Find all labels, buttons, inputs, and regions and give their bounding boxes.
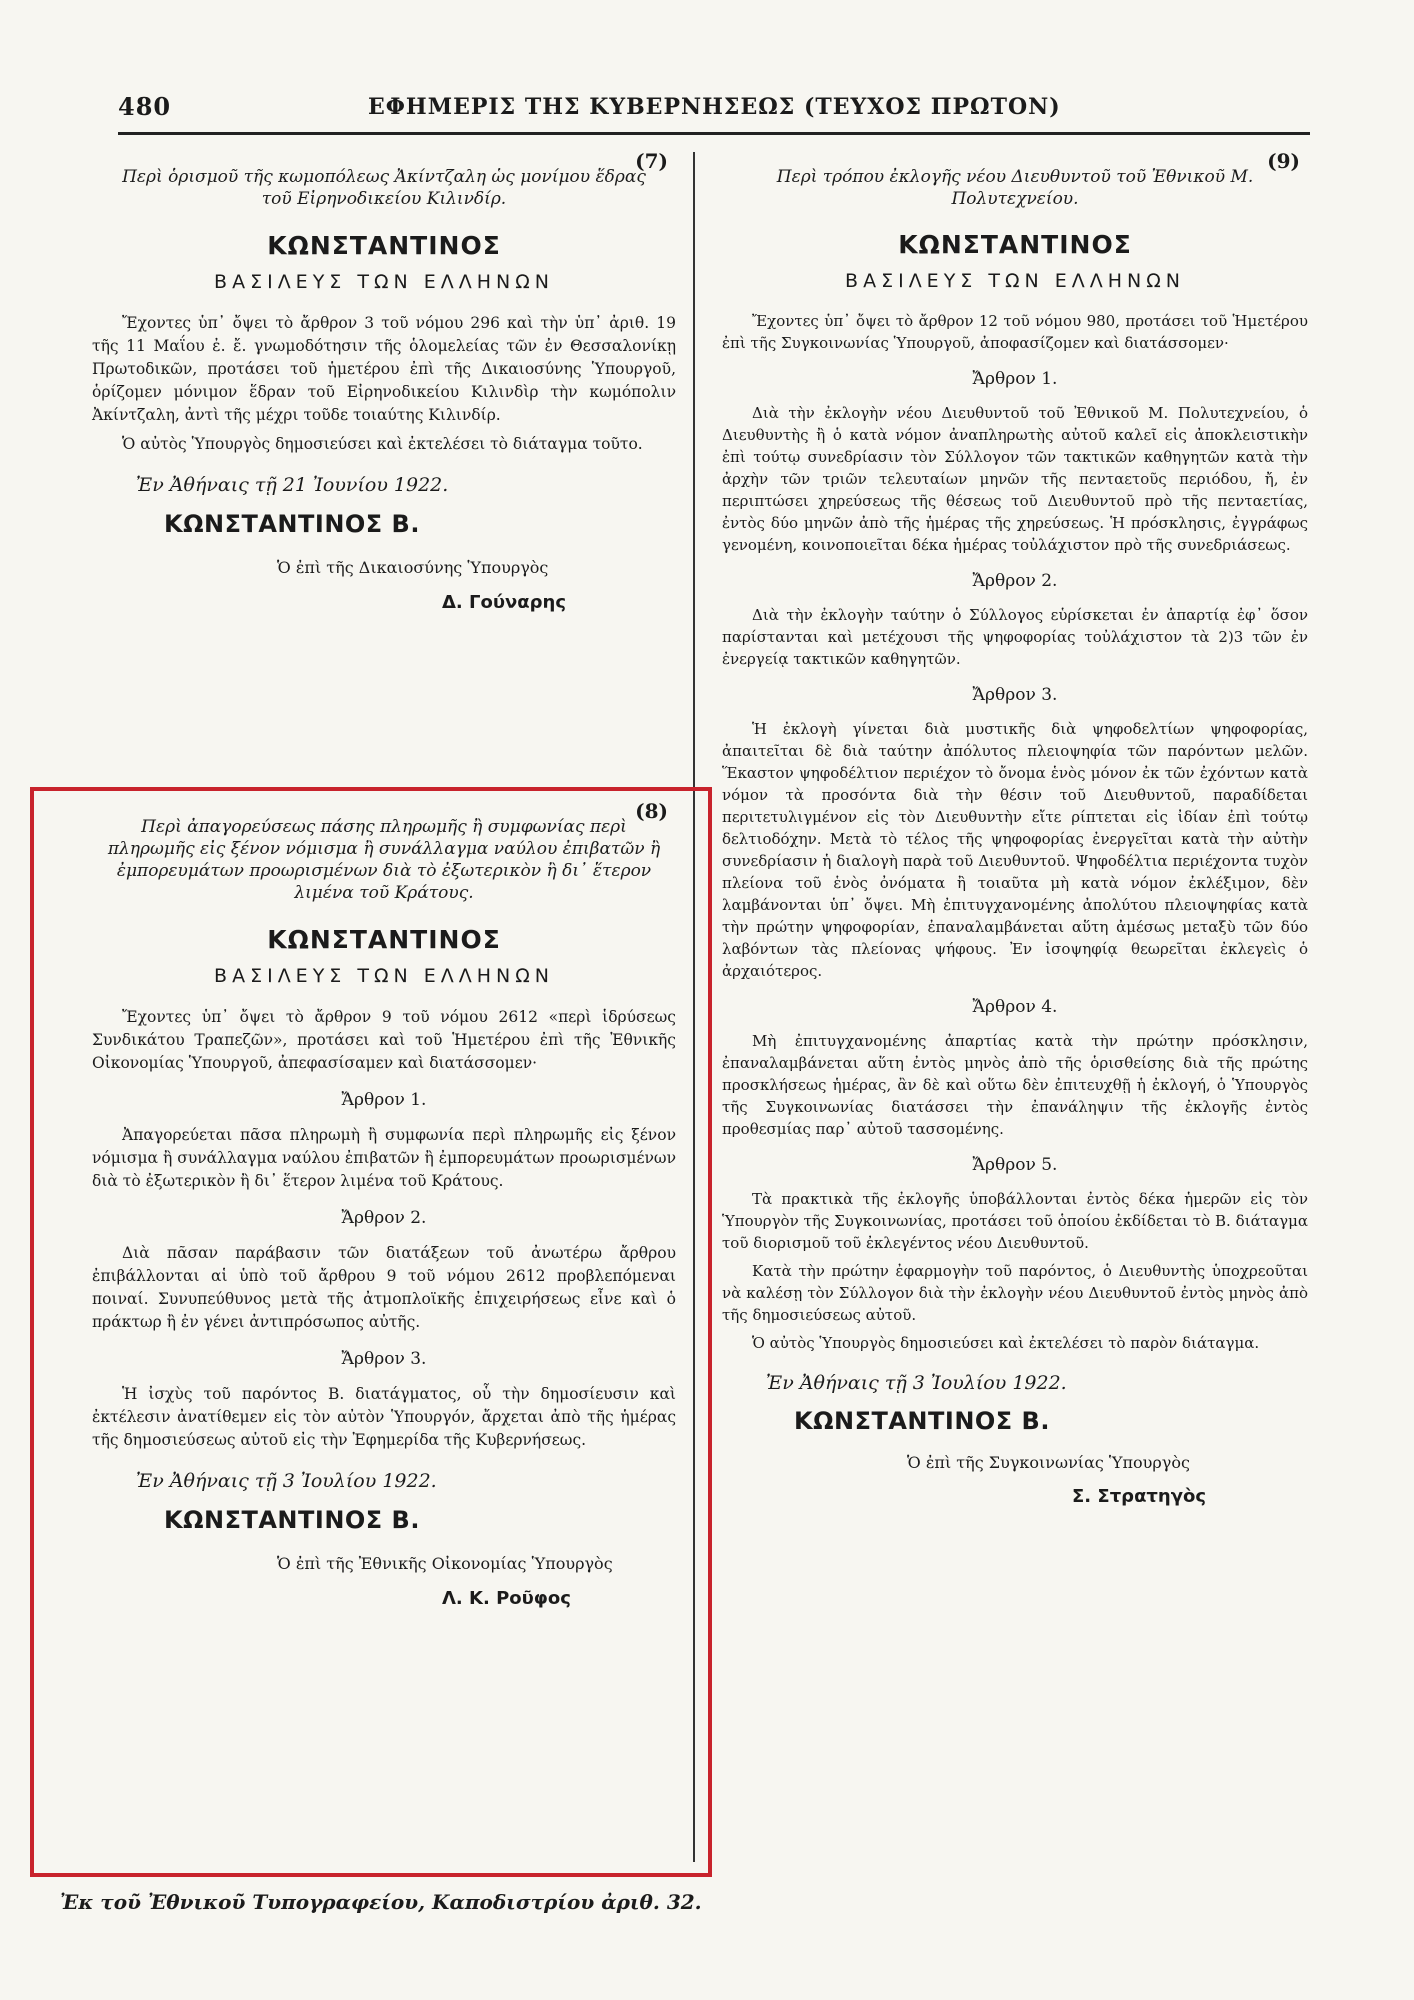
decree-7 [92,150,676,614]
page-number: 480 [118,92,172,121]
printer-imprint: Ἐκ τοῦ Ἐθνικοῦ Τυπογραφείου, Καποδιστρίου ἀριθ. 32. [60,1890,702,1914]
gazette-title: ΕΦΗΜΕΡΙΣ ΤΗΣ ΚΥΒΕΡΝΗΣΕΩΣ (ΤΕΥΧΟΣ ΠΡΩΤΟΝ) [368,94,1061,120]
decree-8 [92,800,676,1610]
article-text: Ἀπαγορεύεται πᾶσα πληρωμὴ ἢ συμφωνία περὶ πληρωμῆς εἰς ξένον νόμισμα ἢ συνάλλαγμα ναύλου ἐπιβατῶν ἢ ἐμπορευμάτων προωρισμένων διὰ τὸ ἐξωτερικὸν ἢ δι᾽ ἕτερον λιμένα τοῦ Κράτους. [92,1126,676,1190]
decree-9 [722,150,1308,1508]
decree-preamble: Ἔχοντες ὑπ᾽ ὄψει τὸ ἄρθρον 9 τοῦ νόμου 2612 «περὶ ἱδρύσεως Συνδικάτου Τραπεζῶν», προτάσει καὶ τοῦ Ἡμετέρου ἐπὶ τῆς Ἐθνικῆς Οἰκονομίας Ὑπουργοῦ, ἀπεφασίσαμεν καὶ διατάσσομεν· [92,1008,676,1072]
closing-paragraph: Κατὰ τὴν πρώτην ἐφαρμογὴν τοῦ παρόντος, ὁ Διευθυντὴς ὑποχρεοῦται νὰ καλέσῃ τὸν Σύλλογον διὰ τὴν ἐκλογὴν νέου Διευθυντοῦ ἐντὸς μηνὸς ἀπὸ τῆς δημοσιεύσεως αὐτοῦ. [722,1262,1308,1324]
article-text: Διὰ πᾶσαν παράβασιν τῶν διατάξεων τοῦ ἀνωτέρω ἄρθρου ἐπιβάλλονται αἱ ὑπὸ τοῦ ἄρθρου 9 τοῦ νόμου 2612 προβλεπόμεναι ποιναί. Συνυπεύθυνος μετὰ τῆς ἀτμοπλοϊκῆς ἐπιχειρήσεως εἶνε καὶ ὁ πράκτωρ ἢ ἐν γένει ἀντιπρόσωπος αὐτῆς. [92,1244,676,1331]
king-signature: ΚΩΝΣΤΑΝΤΙΝΟΣ Β. [164,1506,420,1534]
minister-name: Δ. Γούναρης [442,592,567,613]
minister-name: Λ. Κ. Ροῦφος [442,1588,571,1609]
article-title: Ἄρθρον 1. [341,1090,427,1110]
minister-title: Ὁ ἐπὶ τῆς Δικαιοσύνης Ὑπουργὸς [277,558,549,577]
decree-number: (8) [635,799,668,823]
right-column [722,150,1308,1508]
closing-paragraph: Ὁ αὐτὸς Ὑπουργὸς δημοσιεύσει καὶ ἐκτελέσει τὸ παρὸν διάταγμα. [752,1334,1260,1352]
decree-preamble: Ἔχοντες ὑπ᾽ ὄψει τὸ ἄρθρον 12 τοῦ νόμου 980, προτάσει τοῦ Ἡμετέρου ἐπὶ τῆς Συγκοινωνίας Ὑπουργοῦ, ἀποφασίζομεν καὶ διατάσσομεν· [722,312,1308,352]
article-title: Ἄρθρον 5. [972,1155,1058,1175]
article-text: Μὴ ἐπιτυγχανομένης ἀπαρτίας κατὰ τὴν πρώτην πρόσκλησιν, ἐπαναλαμβάνεται αὕτη ἐντὸς μηνὸς ἀπὸ τῆς ὁρισθείσης διὰ τῆς πρώτης προσκλήσεως ἡμέρας, ἂν δὲ καὶ οὕτω δὲν ἐπιτευχθῇ ἡ ἐκλογή, ὁ Ὑπουργὸς τῆς Συγκοινωνίας διατάσσει τὴν ἐπανάληψιν τῆς ἐκλογῆς ἐντὸς προθεσμίας παρ᾽ αὐτοῦ τασσομένης. [722,1032,1308,1138]
left-column-lower [92,800,676,1610]
king-heading: ΚΩΝΣΤΑΝΤΙΝΟΣ [267,925,501,954]
left-column [92,150,676,614]
decree-paragraph: Ἔχοντες ὑπ᾽ ὄψει τὸ ἄρθρον 3 τοῦ νόμου 296 καὶ τὴν ὑπ᾽ ἀριθ. 19 τῆς 11 Μαΐου ἐ. ἔ. γνωμοδότησιν τῆς ὁλομελείας τῶν ἐν Θεσσαλονίκῃ Πρωτοδικῶν, προτάσει τοῦ ἡμετέρου ἐπὶ τῆς Δικαιοσύνης Ὑπουργοῦ, ὁρίζομεν μόνιμον ἕδραν τοῦ Εἰρηνοδικείου Κιλινδὶρ τὴν κωμόπολιν Ἀκίντζαλη, ἀντὶ τῆς μέχρι τοῦδε τοιαύτης Κιλινδίρ. [92,314,676,424]
king-heading: ΚΩΝΣΤΑΝΤΙΝΟΣ [267,231,501,260]
article-title: Ἄρθρον 4. [972,997,1058,1017]
minister-title: Ὁ ἐπὶ τῆς Συγκοινωνίας Ὑπουργὸς [907,1453,1190,1472]
decree-number: (9) [1267,149,1300,173]
king-signature: ΚΩΝΣΤΑΝΤΙΝΟΣ Β. [164,510,420,538]
article-text: Τὰ πρακτικὰ τῆς ἐκλογῆς ὑποβάλλονται ἐντὸς δέκα ἡμερῶν εἰς τὸν Ὑπουργὸν τῆς Συγκοινωνίας, προτάσει τοῦ ὁποίου ἐκδίδεται τὸ Β. διάταγμα τοῦ διορισμοῦ τοῦ ἐκλεγέντος νέου Διευθυντοῦ. [722,1190,1308,1252]
article-title: Ἄρθρον 2. [341,1208,427,1228]
king-subheading: ΒΑΣΙΛΕΥΣ ΤΩΝ ΕΛΛΗΝΩΝ [845,270,1185,292]
page-header [118,92,1308,132]
article-text: Ἡ ἰσχὺς τοῦ παρόντος Β. διατάγματος, οὗ τὴν δημοσίευσιν καὶ ἐκτέλεσιν ἀνατίθεμεν εἰς τὸν αὐτὸν Ὑπουργόν, ἄρχεται ἀπὸ τῆς ἡμέρας τῆς δημοσιεύσεως αὐτοῦ εἰς τὴν Ἐφημερίδα τῆς Κυβερνήσεως. [92,1385,676,1449]
decree-title: Περὶ ἀπαγορεύσεως πάσης πληρωμῆς ἢ συμφωνίας περὶ πληρωμῆς εἰς ξένον νόμισμα ἢ συνάλλαγμα ναύλου ἐπιβατῶν ἢ ἐμπορευμάτων προωρισμένων διὰ τὸ ἐξωτερικὸν ἢ δι᾽ ἕτερον λιμένα τοῦ Κράτους. [107,817,661,903]
decree-title: Περὶ τρόπου ἐκλογῆς νέου Διευθυντοῦ τοῦ Ἐθνικοῦ Μ. Πολυτεχνείου. [776,167,1254,209]
article-title: Ἄρθρον 3. [972,685,1058,705]
decree-title: Περὶ ὁρισμοῦ τῆς κωμοπόλεως Ἀκίντζαλη ὡς μονίμου ἕδρας τοῦ Εἰρηνοδικείου Κιλινδίρ. [122,167,646,209]
king-heading: ΚΩΝΣΤΑΝΤΙΝΟΣ [898,230,1132,259]
decree-number: (7) [635,149,668,173]
article-text: Διὰ τὴν ἐκλογὴν νέου Διευθυντοῦ τοῦ Ἐθνικοῦ Μ. Πολυτεχνείου, ὁ Διευθυντὴς ἢ ὁ κατὰ νόμον ἀναπληρωτὴς αὐτοῦ καλεῖ εἰς ἀποκλειστικὴν ἐπὶ τούτῳ συνεδρίασιν τὸν Σύλλογον τῶν τακτικῶν καθηγητῶν κατὰ τὴν ἀρχὴν τῶν τριῶν τελευταίων μηνῶν τῆς πενταετοῦς περιόδου, ἤ, ἐν περιπτώσει χηρεύσεως τῆς θέσεως τοῦ Διευθυντοῦ πρὸ τῆς πενταετίας, ἐντὸς δύο μηνῶν ἀπὸ τῆς ἡμέρας τῆς χηρεύσεως. Ἡ πρόσκλησις, ἐγγράφως γενομένη, κοινοποιεῖται δέκα ἡμέρας τοὐλάχιστον πρὸ τῆς συνεδριάσεως. [722,404,1308,554]
king-subheading: ΒΑΣΙΛΕΥΣ ΤΩΝ ΕΛΛΗΝΩΝ [214,271,554,293]
minister-title: Ὁ ἐπὶ τῆς Ἐθνικῆς Οἰκονομίας Ὑπουργὸς [277,1554,613,1573]
decree-date: Ἐν Ἀθήναις τῇ 3 Ἰουλίου 1922. [136,1470,437,1492]
king-signature: ΚΩΝΣΤΑΝΤΙΝΟΣ Β. [794,1407,1050,1435]
article-title: Ἄρθρον 2. [972,571,1058,591]
king-subheading: ΒΑΣΙΛΕΥΣ ΤΩΝ ΕΛΛΗΝΩΝ [214,965,554,987]
article-text: Ἡ ἐκλογὴ γίνεται διὰ μυστικῆς διὰ ψηφοδελτίων ψηφοφορίας, ἀπαιτεῖται δὲ διὰ ταύτην ἀπόλυτος πλειοψηφία τῶν παρόντων μελῶν. Ἕκαστον ψηφοδέλτιον περιέχον τὸ ὄνομα ἑνὸς μόνον ἐκ τῶν ἐχόντων κατὰ νόμον τὰ προσόντα διὰ τὴν θέσιν τοῦ Διευθυντοῦ, παραδίδεται περιτετυλιγμένον εἰς τὸν Διευθυντὴν εἴτε ρίπτεται εἰς ἰδίαν ἐπὶ τούτῳ δελτιοδόχην. Μετὰ τὸ τέλος τῆς ψηφοφορίας ἐνεργεῖται κατὰ τὴν αὐτὴν συνεδρίασιν ἡ διαλογὴ παρὰ τοῦ Διευθυντοῦ. Ψηφοδέλτια περιέχοντα τυχὸν πλείονα τοῦ ἑνὸς ὀνόματα ἢ τοιαῦτα μὴ κατὰ νόμον ἐκλέξιμον, δὲν λαμβάνονται ὑπ᾽ ὄψει. Μὴ ἐπιτυγχανομένης ἀπολύτου πλειοψηφίας κατὰ τὴν πρώτην ψηφοφορίαν, ἐπαναλαμβάνεται αὕτη ἀμέσως μεταξὺ τῶν δύο λαβόντων τὰς πλείονας ψήφους. Ἐν ἰσοψηφίᾳ θεωρεῖται ἐκλεγεὶς ὁ ἀρχαιότερος. [722,720,1308,980]
decree-date: Ἐν Ἀθήναις τῇ 21 Ἰουνίου 1922. [136,474,449,496]
decree-paragraph: Ὁ αὐτὸς Ὑπουργὸς δημοσιεύσει καὶ ἐκτελέσει τὸ διάταγμα τοῦτο. [122,435,643,453]
article-title: Ἄρθρον 1. [972,369,1058,389]
decree-date: Ἐν Ἀθήναις τῇ 3 Ἰουλίου 1922. [766,1372,1067,1394]
minister-name: Σ. Στρατηγὸς [1072,1486,1207,1507]
article-text: Διὰ τὴν ἐκλογὴν ταύτην ὁ Σύλλογος εὑρίσκεται ἐν ἀπαρτίᾳ ἐφ᾽ ὅσον παρίστανται καὶ μετέχουσι τῆς ψηφοφορίας τοὐλάχιστον τὰ 2)3 τῶν ἐν ἐνεργείᾳ τακτικῶν καθηγητῶν. [722,606,1308,668]
article-title: Ἄρθρον 3. [341,1349,427,1369]
header-rule [118,132,1310,135]
